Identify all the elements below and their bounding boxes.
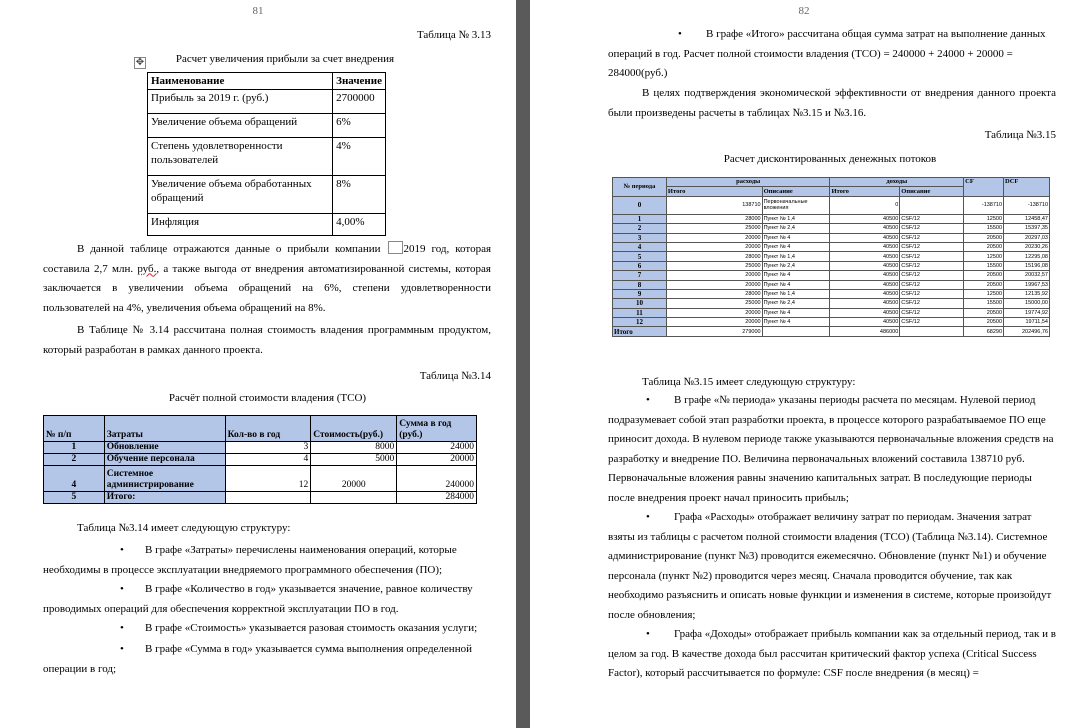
list-item-text: В графе «Итого» рассчитана общая сумма затрат на выполнение данных операций в год. Расчет полной стоимости владения (TCO) = 240000 + 24000 + 20000 = 284000(руб.) xyxy=(608,28,1046,79)
table-cell xyxy=(900,196,964,214)
table-cell: 15500 xyxy=(964,261,1004,270)
table-cell: 2 xyxy=(613,224,667,233)
table-row xyxy=(148,138,386,176)
table-cell: 40500 xyxy=(830,271,900,280)
list-item-text: В графе «Стоимость» указывается разовая стоимость оказания услуги; xyxy=(145,622,478,634)
list-item-text: В графе «Затраты» перечислены наименования операций, которые необходимы в процессе эксплуатации внедряемого программного обеспечения (ПО); xyxy=(43,544,457,576)
table-cell: Пункт № 4 xyxy=(762,318,830,327)
header-cell: № п/п xyxy=(44,416,105,442)
table-cell: 12500 xyxy=(964,252,1004,261)
table-cell: 20000 xyxy=(397,454,477,466)
list-item-text: В графе «Сумма в год» указывается сумма выполнения определенной операции в год; xyxy=(43,643,472,675)
table-cell: 1 xyxy=(44,442,105,454)
list-item xyxy=(43,541,491,580)
table-cell: Пункт № 2,4 xyxy=(762,224,830,233)
header-cell: Стоимость(руб.) xyxy=(311,416,397,442)
table-cell: 40500 xyxy=(830,261,900,270)
table-cell: 15196,08 xyxy=(1004,261,1050,270)
table-cell: 20297,03 xyxy=(1004,233,1050,242)
table-cell: 202496,76 xyxy=(1004,327,1050,336)
table-cell: CSF/12 xyxy=(900,261,964,270)
table-cell: CSF/12 xyxy=(900,308,964,317)
list-item xyxy=(43,640,491,679)
table-cell: 4 xyxy=(613,242,667,251)
table-cell: 4,00% xyxy=(333,214,386,236)
list-item xyxy=(608,625,1056,684)
page-number: 82 xyxy=(798,5,810,17)
header-cell: Наименование xyxy=(148,73,333,90)
table-cell: 5000 xyxy=(311,454,397,466)
table-cell: 20000 xyxy=(666,308,762,317)
table-cell: Обновление xyxy=(104,442,225,454)
table-cell: 20000 xyxy=(666,271,762,280)
table-row xyxy=(613,224,1050,233)
table-cell: Пункт № 4 xyxy=(762,280,830,289)
table-cell: 12458,47 xyxy=(1004,214,1050,223)
table-cell: 15500 xyxy=(964,299,1004,308)
profit-table xyxy=(147,72,386,236)
table-cell: 40500 xyxy=(830,252,900,261)
header-cell: № периода xyxy=(613,178,667,197)
table-cell: 28000 xyxy=(666,252,762,261)
list-item-text: Графа «Доходы» отображает прибыль компании как за отдельный период, так и в целом за год. В качестве дохода был рассчитан критический фактор успеха (Critical Success Factor), который рассчитывается по формуле: CSF после внедрения (в месяц) = xyxy=(608,628,1056,679)
header-cell: DCF xyxy=(1004,178,1050,197)
table-row xyxy=(148,214,386,236)
table-cell: -138710 xyxy=(1004,196,1050,214)
list-item-text: Графа «Расходы» отображает величину затрат по периодам. Значения затрат взяты из таблицы с расчетом полной стоимости владения (ТСО) (Таблица №3.14). Системное администрирование (пункт №3) проводится ежемесячно. Обновление (пункт №1) и обучение персонала (пункт №2) проводится через месяц. Сначала проводится обучение, так как необходимо разъяснить и описать новые функции и изменения в системе, которые произойдут после обновления; xyxy=(608,511,1052,621)
table-header-row xyxy=(613,178,1050,187)
table-cell: 5 xyxy=(613,252,667,261)
table-cell: 20000 xyxy=(666,318,762,327)
table-cell: 4 xyxy=(44,466,105,492)
list-item xyxy=(43,619,491,639)
table-caption: Таблица № 3.13 xyxy=(416,29,491,41)
table-cell: 20500 xyxy=(964,280,1004,289)
table-cell: 138710 xyxy=(666,196,762,214)
header-cell: Кол-во в год xyxy=(225,416,311,442)
table-cell: 40500 xyxy=(830,280,900,289)
table-body xyxy=(613,196,1050,327)
page-number: 81 xyxy=(252,5,264,17)
table-move-handle-icon[interactable]: ✥ xyxy=(135,57,145,68)
table-cell: 6% xyxy=(333,114,386,138)
table-cell: 4% xyxy=(333,138,386,176)
table-cell: 20230,26 xyxy=(1004,242,1050,251)
table-cell: Первоначальные вложения xyxy=(762,196,830,214)
table-row xyxy=(613,252,1050,261)
table-cell: 6 xyxy=(613,261,667,270)
bullet-icon: • xyxy=(120,622,124,634)
table-row xyxy=(44,492,477,504)
table-cell: 20000 xyxy=(311,466,397,492)
table-cell: 40500 xyxy=(830,242,900,251)
table-cell: CSF/12 xyxy=(900,242,964,251)
dcf-table xyxy=(612,177,1050,337)
table-cell: 12 xyxy=(613,318,667,327)
header-cell: расходы xyxy=(666,178,830,187)
table-cell: 20500 xyxy=(964,318,1004,327)
page-81 xyxy=(0,0,516,728)
table-cell: CSF/12 xyxy=(900,280,964,289)
bullet-icon: • xyxy=(678,28,682,40)
table-row xyxy=(148,114,386,138)
table-title: Расчёт полной стоимости владения (TCO) xyxy=(168,392,367,404)
header-cell: Итого xyxy=(666,187,762,196)
table-cell: 1 xyxy=(613,214,667,223)
table-cell: Пункт № 4 xyxy=(762,308,830,317)
table-cell: 20000 xyxy=(666,233,762,242)
header-cell: Описание xyxy=(900,187,964,196)
table-cell: Обучение персонала xyxy=(104,454,225,466)
table-cell: Итого: xyxy=(104,492,225,504)
table-row xyxy=(613,289,1050,298)
bullet-icon: • xyxy=(120,544,124,556)
bullet-icon: • xyxy=(646,628,650,640)
table-cell: CSF/12 xyxy=(900,299,964,308)
table-cell: Пункт № 2,4 xyxy=(762,261,830,270)
table-cell: 11 xyxy=(613,308,667,317)
table-row xyxy=(148,90,386,114)
table-cell: 15397,35 xyxy=(1004,224,1050,233)
table-row xyxy=(613,242,1050,251)
bullet-icon: • xyxy=(646,511,650,523)
table-cell: Пункт № 2,4 xyxy=(762,299,830,308)
table-header-row xyxy=(44,416,477,442)
table-cell: Инфляция xyxy=(148,214,333,236)
table-cell: 40500 xyxy=(830,318,900,327)
table-cell: 486000 xyxy=(830,327,900,336)
table-cell: 8% xyxy=(333,176,386,214)
table-cell: 12135,92 xyxy=(1004,289,1050,298)
table-cell: 28000 xyxy=(666,214,762,223)
table-cell: CSF/12 xyxy=(900,233,964,242)
table-cell: Степень удовлетворенности пользователей xyxy=(148,138,333,176)
table-row xyxy=(613,280,1050,289)
table-cell: 279000 xyxy=(666,327,762,336)
table-cell: 19711,54 xyxy=(1004,318,1050,327)
table-row xyxy=(613,318,1050,327)
table-cell: 12500 xyxy=(964,214,1004,223)
placeholder-box-icon xyxy=(388,241,403,254)
paragraph xyxy=(43,240,491,318)
list-item xyxy=(608,391,1056,508)
paragraph-text: В данной таблице отражаются данные о прибыли компании xyxy=(77,243,387,255)
paragraph: Таблица №3.14 имеет следующую структуру: xyxy=(77,522,291,534)
table-cell: 20500 xyxy=(964,242,1004,251)
table-cell: Пункт № 1,4 xyxy=(762,252,830,261)
table-cell: 19774,92 xyxy=(1004,308,1050,317)
paragraph-text: 2019 год, которая составила 2,7 млн. xyxy=(43,243,492,275)
table-cell: 8000 xyxy=(311,442,397,454)
table-row xyxy=(44,466,477,492)
table-cell: 20032,57 xyxy=(1004,271,1050,280)
table-cell: 25000 xyxy=(666,261,762,270)
table-cell: 25000 xyxy=(666,224,762,233)
table-cell: 20500 xyxy=(964,233,1004,242)
table-cell: 9 xyxy=(613,289,667,298)
paragraph: В целях подтверждения экономической эффективности от внедрения данного проекта были произведены расчеты в таблицах №3.15 и №3.16. xyxy=(608,87,1056,119)
table-cell: CSF/12 xyxy=(900,289,964,298)
table-row xyxy=(613,271,1050,280)
table-cell: 240000 xyxy=(397,466,477,492)
list-item xyxy=(608,25,1056,84)
list-item-text: В графе «№ периода» указаны периоды расчета по месяцам. Нулевой период подразумевает собой этап разработки проекта, в процессе которого разрабатываемое ПО еще приносит дохода. В нулевом периоде также указываются первоначальные вложения средств на разработку и внедрение ПО. Величина первоначальных вложений составила 138710 руб. Первоначальные вложения равны значению капитальных затрат. В последующие периоды после внедрения проект начал приносить прибыль; xyxy=(608,394,1054,504)
table-cell: 12 xyxy=(225,466,311,492)
table-row xyxy=(44,442,477,454)
table-cell: 5 xyxy=(44,492,105,504)
header-cell: доходы xyxy=(830,178,964,187)
table-cell: Пункт № 4 xyxy=(762,233,830,242)
table-cell: Прибыль за 2019 г. (руб.) xyxy=(148,90,333,114)
table-cell: 40500 xyxy=(830,308,900,317)
header-cell: Итого xyxy=(830,187,900,196)
table-title: Расчет увеличения прибыли за счет внедрения xyxy=(175,53,395,65)
table-cell: 3 xyxy=(613,233,667,242)
table-cell: 8 xyxy=(613,280,667,289)
table-cell: 40500 xyxy=(830,299,900,308)
bullet-icon: • xyxy=(120,583,124,595)
header-cell: Значение xyxy=(333,73,386,90)
table-cell: 7 xyxy=(613,271,667,280)
table-cell: 15000,00 xyxy=(1004,299,1050,308)
table-cell: 0 xyxy=(830,196,900,214)
table-cell: 10 xyxy=(613,299,667,308)
header-cell: Сумма в год (руб.) xyxy=(397,416,477,442)
header-cell: Затраты xyxy=(104,416,225,442)
table-row xyxy=(148,176,386,214)
table-cell: Системное администрирование xyxy=(104,466,225,492)
bullet-icon: • xyxy=(120,643,124,655)
spellcheck-word[interactable]: руб. xyxy=(137,262,157,275)
table-cell: 28000 xyxy=(666,289,762,298)
table-cell: 284000 xyxy=(397,492,477,504)
paragraph: В Таблице № 3.14 рассчитана полная стоимость владения программным продуктом, который разработан в рамках данного проекта. xyxy=(43,324,491,356)
table-cell: 40500 xyxy=(830,289,900,298)
list-item-text: В графе «Количество в год» указывается значение, равное количеству проводимых операций для обеспечения корректной эксплуатации ПО в год. xyxy=(43,583,473,615)
table-cell: Увеличение объема обращений xyxy=(148,114,333,138)
table-cell: 20500 xyxy=(964,271,1004,280)
table-cell xyxy=(311,492,397,504)
table-cell: 68290 xyxy=(964,327,1004,336)
tco-table xyxy=(43,415,477,504)
table-cell: 40500 xyxy=(830,233,900,242)
paragraph: Таблица №3.15 имеет следующую структуру: xyxy=(642,376,856,388)
header-cell: CF xyxy=(964,178,1004,197)
table-title: Расчет дисконтированных денежных потоков xyxy=(723,153,937,165)
table-cell: CSF/12 xyxy=(900,224,964,233)
table-cell: 12295,08 xyxy=(1004,252,1050,261)
table-cell: Пункт № 4 xyxy=(762,271,830,280)
table-cell: 4 xyxy=(225,454,311,466)
table-cell: Пункт № 1,4 xyxy=(762,289,830,298)
table-cell: 12500 xyxy=(964,289,1004,298)
list-item xyxy=(43,580,491,619)
table-cell: 2 xyxy=(44,454,105,466)
table-cell: 20500 xyxy=(964,308,1004,317)
table-cell: Пункт № 4 xyxy=(762,242,830,251)
table-cell: 3 xyxy=(225,442,311,454)
table-caption: Таблица №3.15 xyxy=(984,129,1056,141)
table-row xyxy=(613,299,1050,308)
table-total-row xyxy=(613,327,1050,336)
table-header-row xyxy=(148,73,386,90)
table-cell: 20000 xyxy=(666,242,762,251)
table-cell: 25000 xyxy=(666,299,762,308)
header-cell: Описание xyxy=(762,187,830,196)
table-cell: 0 xyxy=(613,196,667,214)
table-cell: CSF/12 xyxy=(900,271,964,280)
table-row xyxy=(613,308,1050,317)
table-caption: Таблица №3.14 xyxy=(419,370,491,382)
table-row xyxy=(44,454,477,466)
table-cell: CSF/12 xyxy=(900,318,964,327)
table-cell: 19967,53 xyxy=(1004,280,1050,289)
table-cell: Увеличение объема обработанных обращений xyxy=(148,176,333,214)
table-row xyxy=(613,233,1050,242)
bullet-icon: • xyxy=(646,394,650,406)
list-item xyxy=(608,508,1056,625)
table-row xyxy=(613,196,1050,214)
table-cell xyxy=(900,327,964,336)
table-row xyxy=(613,261,1050,270)
table-cell: 40500 xyxy=(830,214,900,223)
table-cell xyxy=(762,327,830,336)
table-cell: Итого xyxy=(613,327,667,336)
table-cell: CSF/12 xyxy=(900,214,964,223)
paragraph-text: , а также выгода от внедрения автоматизированной системы, которая заключается в увеличении объема обращений на 6%, степени удовлетворенности пользователей на 4%, увеличения объема обращений на 8%. xyxy=(43,262,491,314)
table-cell xyxy=(225,492,311,504)
table-cell: CSF/12 xyxy=(900,252,964,261)
table-cell: -138710 xyxy=(964,196,1004,214)
table-cell: 2700000 xyxy=(333,90,386,114)
table-cell: 24000 xyxy=(397,442,477,454)
table-row xyxy=(613,214,1050,223)
table-cell: 15500 xyxy=(964,224,1004,233)
table-cell: Пункт № 1,4 xyxy=(762,214,830,223)
table-cell: 20000 xyxy=(666,280,762,289)
table-cell: 40500 xyxy=(830,224,900,233)
